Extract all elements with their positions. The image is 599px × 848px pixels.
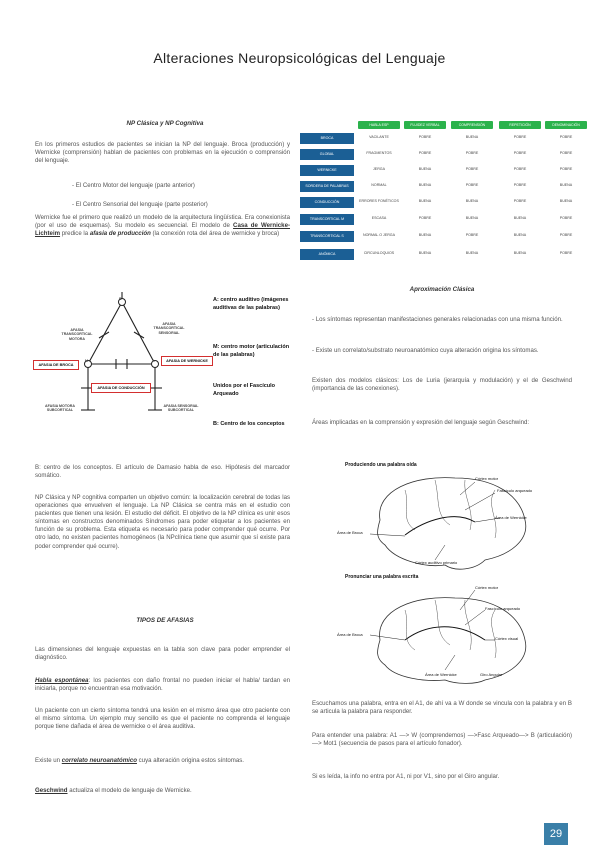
p6-text: : los pacientes con daño frontal no pueden iniciar el habla/ tardan en iniciarla, porque no encuentran esa motivación. [35,677,290,693]
aphasia-table [300,121,590,266]
paragraph-wernicke-model [35,214,290,238]
legend-unidos: Unidos por el Fascículo Arqueado [213,383,276,397]
brain2-label-fasciculo: Fascículo arqueado [485,606,521,611]
brain2-label-visual: Córtex visual [495,636,519,641]
table-cell: POBRE [465,233,479,237]
table-header-cell: COMPRENSIÓN [451,121,493,129]
paragraph-habla-espontanea [35,677,290,693]
paragraph-entender: Para entender una palabra: A1 —> W (comprendemos) —>Fasc Arqueado—> B (articulación) —> Mot1 (secuencia de pasos para el artículo fonador). [312,732,572,748]
table-cell: CIRCUNLOQUIOS [363,251,395,255]
brain-figures [335,460,570,685]
table-cell: BUENA [465,216,479,220]
paragraph-dimensiones: Las dimensiones del lenguaje expuestas en la tabla son clave para poder emprender el diagnóstico. [35,646,290,662]
p8-text-a: Existe un [35,757,62,764]
table-cell: FRAGMENTOS [366,151,392,155]
paragraph-geschwind [35,787,290,795]
label-transcortical-sensorial: AFASIA TRANSCORTICAL SENSORIAL [153,322,185,335]
brain1-label-cortex-motor: Córtex motor [475,476,499,481]
table-header-cell: FLUIDEZ VERBAL [404,121,446,129]
table-cell: POBRE [513,135,527,139]
paragraph-sintomas: - Los síntomas representan manifestaciones generales relacionadas con una misma función. [312,316,563,323]
heading-tipos-afasias: TIPOS DE AFASIAS [136,617,194,624]
correlato-em: correlato neuroanatómico [61,757,137,764]
table-cell: BUENA [513,251,527,255]
p2-text-b: predice la [60,230,90,238]
p9-text: actualiza el modelo de lenguaje de Wernicke. [67,787,192,794]
table-cell: POBRE [559,167,573,171]
table-cell: POBRE [513,151,527,155]
table-cell: POBRE [559,233,573,237]
paragraph-sintoma: Un paciente con un cierto síntoma tendrá una lesión en el mismo área que otro paciente con el mismo síntoma. Un ejemplo muy sencillo es que el paciente no comprenda el lenguaje porque tiene dañada el área de wernicke o el área auditiva. [35,707,290,731]
p2-text-c: (la conexión rota del área de wernicke y broca) [150,230,280,238]
paragraph-modelos: Existen dos modelos clásicos: Los de Luria (jerarquía y modulación) y el de Geschwind (importancia de las conexiones). [312,377,572,393]
table-cell: BUENA [418,183,432,187]
table-cell: POBRE [418,135,432,139]
table-row-label: WERNICKE [300,165,354,176]
table-cell: POBRE [465,151,479,155]
brain2-label-wernicke: Área de Wernicke [425,672,457,677]
heading-aproximacion-clasica: Aproximación Clásica [409,286,475,293]
table-row-label: TRANSCORTICAL S [300,231,354,242]
table-row-label: SORDERA DE PALABRAS [300,181,354,192]
table-cell: ERRORES FONÉTICOS [359,199,399,203]
table-cell: POBRE [559,251,573,255]
table-cell: NORMAL O JERGA [362,233,395,237]
table-cell: BUENA [513,233,527,237]
table-cell: BUENA [559,183,573,187]
bullet-centro-motor: - El Centro Motor del lenguaje (parte anterior) [72,182,195,189]
table-header-cell: HABLA ESP [358,121,400,129]
table-row-label: ANÓMICA [300,249,354,260]
table-cell: POBRE [513,183,527,187]
brain2-label-cortex-motor: Córtex motor [475,585,499,590]
table-cell: BUENA [418,233,432,237]
p8-text-b: cuya alteración origina estos síntomas. [136,757,244,764]
page-title: Alteraciones Neuropsicológicas del Lenguaje [153,50,446,66]
legend-m: M: centro motor (articulación de las palabras) [213,344,290,358]
label-motora-subcortical: AFASIA MOTORA SUBCORTICAL [45,404,75,413]
paragraph-correlato [35,757,290,765]
table-row-label: CONDUCCIÓN [300,197,354,208]
box-afasia-broca: AFASIA DE BROCA [33,360,79,370]
casa-wernicke-link[interactable]: Casa de Wernicke-Lichteim [35,222,290,238]
table-cell: ESCASA [371,216,387,220]
brain-drawings [335,460,570,685]
table-cell: BUENA [418,199,432,203]
table-cell: BUENA [465,199,479,203]
table-cell: POBRE [465,183,479,187]
table-cell: POBRE [559,135,573,139]
bullet-centro-sensorial: - El Centro Sensorial del lenguaje (parte posterior) [72,201,208,208]
heading-np-clasica: NP Clásica y NP Cognitiva [126,120,204,127]
node-a-label: A [152,359,155,363]
table-cell: BUENA [559,199,573,203]
table-cell: POBRE [559,151,573,155]
table-cell: NORMAL [371,183,387,187]
brain2-label-giro-angular: Giro Angular [480,672,503,677]
node-b-label: B [119,297,122,301]
page-number-badge: 29 [544,823,568,845]
table-cell: BUENA [418,167,432,171]
p2-text-a: Wernicke fue el primero que realizó un modelo de la arquitectura lingüística. Era conexionista (por el uso de esquemas). Su modelo es secuencial. El modelo de [35,214,290,230]
brain1-label-fasciculo: Fascículo arqueado [497,488,533,493]
table-row-label: GLOBAL [300,149,354,160]
table-cell: BUENA [465,251,479,255]
habla-espontanea-em: Habla espontánea [35,677,89,684]
table-row-label: BROCA [300,133,354,144]
node-m-label: M [85,359,88,363]
table-header-cell: REPETICIÓN [499,121,541,129]
table-cell: POBRE [465,167,479,171]
brain1-label-wernicke: Área de Wernicke [495,515,527,520]
brain1-label-auditivo: Córtex auditivo primario [415,560,458,565]
label-transcortical-motora: AFASIA TRANSCORTICAL MOTORA [61,328,93,341]
table-cell: POBRE [418,151,432,155]
brain1-title: Produciendo una palabra oída [345,462,417,468]
label-sensorial-subcortical: AFASIA SENSORIAL SUBCORTICAL [163,404,199,413]
paragraph-intro: En los primeros estudios de pacientes se inician la NP del lenguaje. Broca (producción) y Wernicke (comprensión) hablan de pacientes con problemas en la ejecución o comprensión del lenguaje. [35,141,290,165]
table-row-label: TRANSCORTICAL M [300,214,354,225]
box-afasia-wernicke: AFASIA DE WERNICKE [161,356,213,366]
table-cell: BUENA [513,216,527,220]
afasia-produccion-em: afasia de producción [89,230,151,238]
table-cell: POBRE [559,216,573,220]
table-cell: VACILANTE [369,135,389,139]
box-afasia-conduccion: AFASIA DE CONDUCCIÓN [91,383,151,393]
table-cell: POBRE [418,216,432,220]
paragraph-np-comparten: NP Clásica y NP cognitiva comparten un objetivo común: la localización cerebral de todas las operaciones que envuelven el lenguaje. La NP Clásica se centra más en el estudio con pacientes que tienen una lesión. El estudio del déficit. El objetivo de la NP clínica es unir esos síntomas en constructos denominados Síndromes para poder etiquetar a los pacientes en función de su problema. Esta etiqueta es necesario para poder comprender qué ocurre. Por otro lado, no existen pacientes homogéneos (la NPclínica tiene que asumir que sí existe para poder comprender qué ocurre). [35,494,290,550]
table-cell: BUENA [465,135,479,139]
legend-a: A: centro auditivo (imágenes auditivas de las palabras) [213,297,289,311]
paragraph-areas: Áreas implicadas en la comprensión y expresión del lenguaje según Geschwind: [312,419,530,426]
table-header-cell: DENOMINACIÓN [545,121,587,129]
paragraph-leida: Si es leída, la info no entra por A1, ni por V1, sino por el Giro angular. [312,773,500,780]
legend-b: B: Centro de los conceptos [213,421,285,427]
brain2-title: Pronunciar una palabra escrita [345,574,419,580]
table-cell: POBRE [513,199,527,203]
paragraph-escuchamos: Escuchamos una palabra, entra en el A1, de ahí va a W donde se vincula con la palabra y en B se articula la palabra para responder. [312,700,572,716]
table-cell: JERGA [373,167,385,171]
wernicke-lichtheim-diagram [33,292,293,442]
paragraph-correlato-sustrato: - Existe un correlato/substrato neuroanatómico cuya alteración origina los síntomas. [312,347,539,354]
brain1-label-broca: Área de Broca [337,530,363,535]
table-cell: BUENA [418,251,432,255]
brain2-label-broca: Área de Broca [337,632,363,637]
paragraph-conceptos: B: centro de los conceptos. El artículo de Damasio habla de eso. Hipótesis del marcador somático. [35,464,290,480]
table-cell: POBRE [513,167,527,171]
geschwind-link[interactable]: Geschwind [35,787,68,794]
